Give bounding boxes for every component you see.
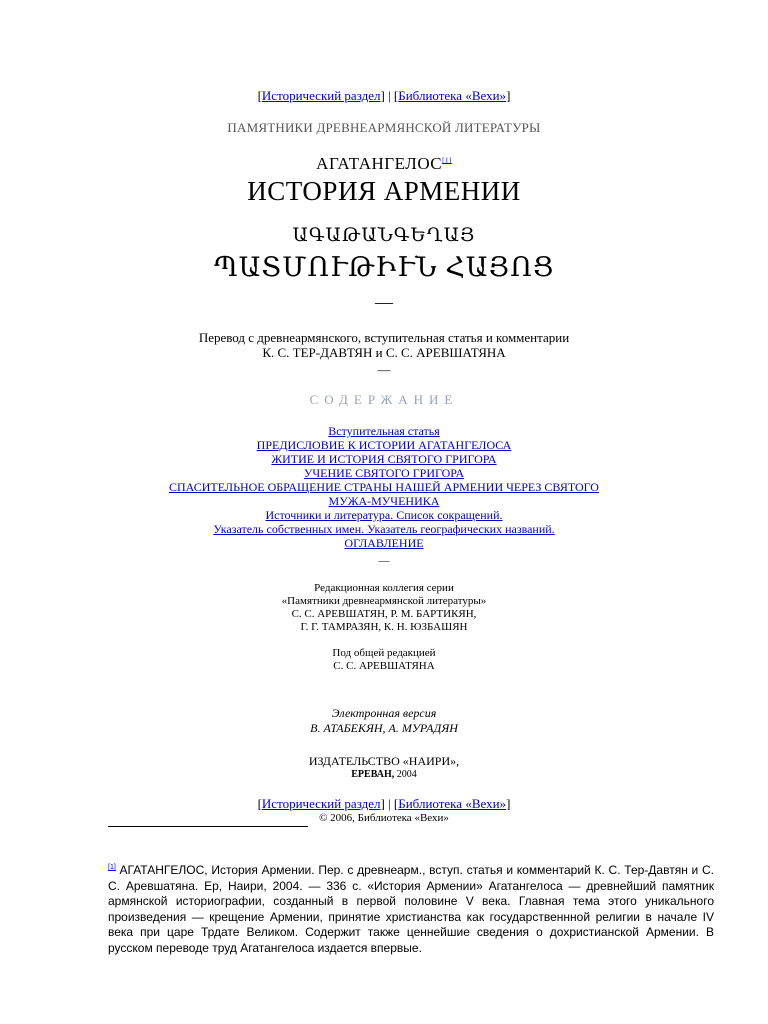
nav-separator: ] | [ [380, 796, 399, 811]
publisher-name: ИЗДАТЕЛЬСТВО «НАИРИ», [308, 754, 460, 768]
board-series: «Памятники древнеармянской литературы» [281, 595, 487, 607]
toc-link-life-history[interactable]: ЖИТИЕ И ИСТОРИЯ СВЯТОГО ГРИГОРА [271, 452, 497, 466]
editorial-board [0, 582, 768, 634]
editor-heading: Под общей редакцией [332, 647, 436, 659]
footnote-separator [108, 826, 308, 827]
translators-line: К. С. ТЕР-ДАВТЯН и С. С. АРЕВШАТЯНА [262, 345, 506, 360]
historical-section-link-bottom[interactable]: Исторический раздел [261, 796, 381, 811]
nav-separator: ] | [ [380, 88, 399, 103]
publisher-year: 2004 [394, 769, 417, 780]
table-of-contents [0, 424, 768, 550]
footnote [108, 860, 714, 956]
armenian-author: ԱԳԱԹԱՆԳԵՂԱՅ [292, 225, 476, 246]
author-footnote-ref[interactable]: [1] [442, 156, 452, 165]
toc-link-index[interactable]: Указатель собственных имен. Указатель географических названий. [213, 522, 555, 536]
contents-heading: СОДЕРЖАНИЕ [309, 392, 459, 407]
author-name: АГАТАНГЕЛОС [316, 154, 443, 173]
board-heading: Редакционная коллегия серии [314, 582, 454, 594]
translation-credits [0, 330, 768, 360]
toc-link-conversion-line1[interactable]: СПАСИТЕЛЬНОЕ ОБРАЩЕНИЕ СТРАНЫ НАШЕЙ АРМЕНИИ ЧЕРЕЗ СВЯТОГО [169, 480, 599, 494]
copyright-notice: © 2006, Библиотека «Вехи» [319, 812, 449, 824]
general-editor [0, 647, 768, 673]
bottom-nav [0, 796, 768, 812]
toc-link-conversion-line2[interactable]: МУЖА-МУЧЕНИКА [328, 494, 440, 508]
board-members-1: С. С. АРЕВШАТЯН, Р. М. БАРТИКЯН, [291, 608, 477, 620]
publisher-block [0, 755, 768, 781]
vekhi-library-link-bottom[interactable]: Библиотека «Вехи» [398, 796, 507, 811]
toc-link-intro[interactable]: Вступительная статья [328, 424, 440, 438]
toc-link-contents[interactable]: ОГЛАВЛЕНИЕ [344, 536, 424, 550]
translation-line: Перевод с древнеармянского, вступительная статья и комментарии [198, 330, 570, 345]
book-title: ИСТОРИЯ АРМЕНИИ [247, 176, 521, 206]
nav-bracket-open: [ [257, 796, 262, 811]
toc-link-teaching[interactable]: УЧЕНИЕ СВЯТОГО ГРИГОРА [303, 466, 465, 480]
credits-divider: — [377, 362, 391, 377]
armenian-title: ՊԱՏՄՈՒԹԻՒՆ ՀԱՅՈՑ [213, 252, 555, 282]
nav-bracket-close: ] [506, 796, 511, 811]
title-divider: — [375, 292, 393, 312]
toc-link-preface[interactable]: ПРЕДИСЛОВИЕ К ИСТОРИИ АГАТАНГЕЛОСА [256, 438, 512, 452]
electronic-heading: Электронная версия [331, 706, 437, 720]
toc-divider: — [378, 555, 390, 567]
nav-bracket-open: [ [257, 88, 262, 103]
top-nav [0, 88, 768, 104]
nav-bracket-close: ] [506, 88, 511, 103]
editor-name: С. С. АРЕВШАТЯНА [333, 660, 435, 672]
historical-section-link[interactable]: Исторический раздел [261, 88, 381, 103]
toc-link-sources[interactable]: Источники и литература. Список сокращений. [265, 508, 503, 522]
board-members-2: Г. Г. ТАМРАЗЯН, К. Н. ЮЗБАШЯН [300, 621, 468, 633]
author-line [0, 154, 768, 174]
vekhi-library-link[interactable]: Библиотека «Вехи» [398, 88, 507, 103]
electronic-version [0, 706, 768, 736]
electronic-authors: В. АТАБЕКЯН, А. МУРАДЯН [310, 721, 458, 735]
footnote-text: АГАТАНГЕЛОС, История Армении. Пер. с древнеарм., вступ. статья и комментарий К. С. Тер-Давтян и С. С. Аревшатяна. Ер, Наири, 2004. — 336 с. «История Армении» Агатангелоса — древнейший памятник армянской историографии, созданный в первой половине V века. Главная тема этого уникального произведения — крещение Армении, принятие христианства как государственнной религии в начале IV века при царе Трдате Великом. Содержит также ценнейшие сведения о дохристианской Армении. В русском переводе труд Агатангелоса издается впервые. [108, 863, 714, 955]
series-title: ПАМЯТНИКИ ДРЕВНЕАРМЯНСКОЙ ЛИТЕРАТУРЫ [227, 120, 541, 135]
footnote-ref-link[interactable]: [1] [108, 864, 116, 871]
publisher-city: ЕРЕВАН, [351, 769, 395, 780]
